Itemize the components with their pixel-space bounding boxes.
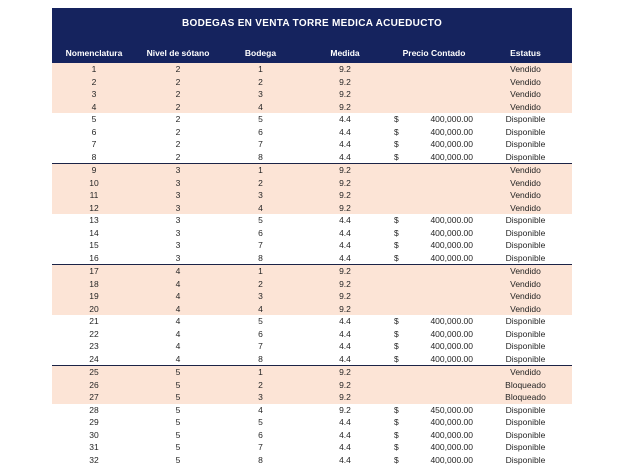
cell-bodega[interactable]: 2 <box>220 278 301 291</box>
cell-nivel-sotano[interactable]: 3 <box>136 177 220 190</box>
cell-bodega[interactable]: 6 <box>258 429 263 440</box>
cell-precio-contado[interactable] <box>389 278 479 291</box>
cell-estatus[interactable]: Disponible <box>505 442 546 452</box>
cell-medida[interactable]: 9.2 <box>301 303 389 316</box>
cell-precio-contado[interactable] <box>389 126 479 139</box>
cell-medida[interactable]: 4.4 <box>339 442 351 452</box>
cell-estatus[interactable]: Vendido <box>479 366 572 379</box>
cell-nivel-sotano[interactable]: 4 <box>136 303 220 316</box>
cell-medida[interactable]: 4.4 <box>339 429 351 440</box>
cell-precio-contado[interactable] <box>389 214 479 227</box>
cell-estatus[interactable]: Vendido <box>479 177 572 190</box>
cell-medida[interactable]: 9.2 <box>301 379 389 392</box>
cell-nomenclatura[interactable]: 30 <box>89 429 99 440</box>
currency-symbol: $ <box>394 114 399 124</box>
cell-nomenclatura[interactable]: 6 <box>91 126 97 137</box>
currency-symbol: $ <box>394 404 399 415</box>
cell-medida[interactable]: 9.2 <box>301 63 389 76</box>
cell-estatus[interactable]: Disponible <box>505 215 546 225</box>
cell-nivel-sotano[interactable]: 5 <box>136 366 220 379</box>
table-row <box>52 278 572 291</box>
cell-bodega[interactable]: 5 <box>258 215 263 225</box>
cell-medida[interactable]: 4.4 <box>339 328 351 339</box>
currency-symbol: $ <box>394 429 399 440</box>
cell-bodega[interactable]: 3 <box>220 88 301 101</box>
cell-medida[interactable]: 4.4 <box>339 454 351 465</box>
table-row <box>52 151 572 164</box>
currency-symbol: $ <box>394 417 399 427</box>
cell-bodega[interactable]: 4 <box>220 303 301 316</box>
price-amount: 400,000.00 <box>430 316 473 326</box>
cell-nivel-sotano[interactable]: 2 <box>175 151 181 162</box>
cell-estatus[interactable]: Disponible <box>505 417 546 427</box>
cell-bodega[interactable]: 2 <box>220 76 301 89</box>
cell-precio-contado[interactable] <box>389 441 479 454</box>
table-row <box>52 138 572 151</box>
cell-estatus[interactable]: Disponible <box>505 139 546 149</box>
cell-bodega[interactable]: 1 <box>220 164 301 177</box>
currency-symbol: $ <box>394 215 399 225</box>
cell-bodega[interactable]: 1 <box>220 63 301 76</box>
cell-precio-contado[interactable] <box>389 164 479 177</box>
cell-bodega[interactable]: 2 <box>220 379 301 392</box>
cell-nivel-sotano[interactable]: 5 <box>136 391 220 404</box>
cell-medida[interactable]: 4.4 <box>339 353 351 364</box>
cell-bodega[interactable]: 4 <box>220 101 301 114</box>
table-row <box>52 239 572 252</box>
cell-bodega[interactable]: 2 <box>220 177 301 190</box>
table-row <box>52 126 572 139</box>
cell-nivel-sotano[interactable]: 3 <box>175 240 181 250</box>
price-amount: 400,000.00 <box>430 252 473 263</box>
price-amount: 400,000.00 <box>430 353 473 364</box>
column-header-medida: Medida <box>330 48 360 58</box>
table-row <box>52 429 572 442</box>
table-row <box>52 340 572 353</box>
cell-medida[interactable]: 9.2 <box>301 101 389 114</box>
cell-medida[interactable]: 4.4 <box>339 126 351 137</box>
table-row <box>52 227 572 240</box>
cell-medida[interactable]: 4.4 <box>339 139 351 149</box>
cell-estatus[interactable]: Disponible <box>505 227 546 238</box>
table-row <box>52 202 572 215</box>
table-row <box>52 441 572 454</box>
cell-nivel-sotano[interactable]: 3 <box>175 252 181 263</box>
table-row <box>52 391 572 404</box>
cell-nivel-sotano[interactable]: 5 <box>175 417 181 427</box>
table-row <box>52 76 572 89</box>
price-amount: 400,000.00 <box>430 417 473 427</box>
cell-precio-contado[interactable] <box>389 189 479 202</box>
cell-estatus[interactable]: Bloqueado <box>479 391 572 404</box>
cell-estatus[interactable]: Bloqueado <box>479 379 572 392</box>
currency-symbol: $ <box>394 252 399 263</box>
cell-precio-contado[interactable] <box>389 379 479 392</box>
cell-precio-contado[interactable] <box>389 265 479 278</box>
cell-nivel-sotano[interactable]: 4 <box>136 290 220 303</box>
table-row <box>52 252 572 265</box>
cell-nivel-sotano[interactable]: 4 <box>175 353 181 364</box>
cell-nomenclatura[interactable]: 9 <box>52 164 136 177</box>
cell-estatus[interactable]: Vendido <box>479 278 572 291</box>
price-amount: 400,000.00 <box>430 139 473 149</box>
cell-nomenclatura[interactable]: 8 <box>91 151 97 162</box>
cell-estatus[interactable]: Disponible <box>505 429 546 440</box>
currency-symbol: $ <box>394 328 399 339</box>
cell-bodega[interactable]: 1 <box>220 366 301 379</box>
cell-estatus[interactable]: Vendido <box>479 265 572 278</box>
table-row <box>52 265 572 278</box>
table-row <box>52 113 572 126</box>
cell-nomenclatura[interactable]: 12 <box>52 202 136 215</box>
cell-nivel-sotano[interactable]: 2 <box>136 63 220 76</box>
cell-medida[interactable]: 9.2 <box>301 76 389 89</box>
cell-estatus[interactable]: Disponible <box>505 454 546 465</box>
cell-nomenclatura[interactable]: 25 <box>52 366 136 379</box>
cell-precio-contado[interactable] <box>389 151 479 164</box>
cell-nomenclatura[interactable]: 20 <box>52 303 136 316</box>
cell-bodega[interactable]: 5 <box>258 114 263 124</box>
cell-nomenclatura[interactable]: 2 <box>52 76 136 89</box>
cell-bodega[interactable]: 7 <box>258 442 263 452</box>
cell-estatus[interactable]: Disponible <box>505 114 546 124</box>
cell-estatus[interactable]: Disponible <box>505 151 546 162</box>
currency-symbol: $ <box>394 126 399 137</box>
cell-nomenclatura[interactable]: 13 <box>89 215 99 225</box>
currency-symbol: $ <box>394 139 399 149</box>
table-row <box>52 214 572 227</box>
cell-nomenclatura[interactable]: 29 <box>89 417 99 427</box>
table-row <box>52 404 572 417</box>
cell-estatus[interactable]: Vendido <box>479 290 572 303</box>
cell-nivel-sotano[interactable]: 3 <box>175 215 181 225</box>
cell-medida[interactable]: 9.2 <box>301 290 389 303</box>
cell-nomenclatura[interactable]: 32 <box>89 454 99 465</box>
cell-estatus[interactable]: Disponible <box>505 316 546 326</box>
cell-nomenclatura[interactable]: 16 <box>89 252 99 263</box>
cell-estatus[interactable]: Disponible <box>505 328 546 339</box>
cell-medida[interactable]: 9.2 <box>301 177 389 190</box>
cell-medida[interactable]: 4.4 <box>339 151 351 162</box>
cell-estatus[interactable]: Vendido <box>479 101 572 114</box>
cell-medida[interactable]: 9.2 <box>301 189 389 202</box>
price-amount: 400,000.00 <box>430 240 473 250</box>
cell-estatus[interactable]: Vendido <box>479 76 572 89</box>
cell-bodega[interactable]: 7 <box>258 240 263 250</box>
cell-medida[interactable]: 4.4 <box>339 316 351 326</box>
cell-precio-contado[interactable] <box>389 239 479 252</box>
table-row <box>52 189 572 202</box>
cell-bodega[interactable]: 1 <box>220 265 301 278</box>
table-row <box>52 290 572 303</box>
table-row <box>52 164 572 177</box>
cell-bodega[interactable]: 3 <box>220 189 301 202</box>
column-header-precio-contado: Precio Contado <box>402 48 466 58</box>
bodegas-spreadsheet <box>52 8 572 466</box>
cell-estatus[interactable]: Disponible <box>505 404 546 415</box>
cell-medida[interactable]: 4.4 <box>339 341 351 351</box>
cell-estatus[interactable]: Disponible <box>505 240 546 250</box>
cell-medida[interactable]: 4.4 <box>339 215 351 225</box>
price-amount: 400,000.00 <box>430 328 473 339</box>
cell-estatus[interactable]: Vendido <box>479 202 572 215</box>
cell-precio-contado[interactable] <box>389 315 479 328</box>
cell-precio-contado[interactable] <box>389 404 479 417</box>
cell-nivel-sotano[interactable]: 5 <box>175 454 181 465</box>
cell-precio-contado[interactable] <box>389 138 479 151</box>
price-amount: 400,000.00 <box>430 454 473 465</box>
currency-symbol: $ <box>394 454 399 465</box>
cell-precio-contado[interactable] <box>389 328 479 341</box>
cell-precio-contado[interactable] <box>389 177 479 190</box>
cell-medida[interactable]: 4.4 <box>339 417 351 427</box>
cell-medida[interactable]: 4.4 <box>339 114 351 124</box>
cell-medida[interactable]: 9.2 <box>301 265 389 278</box>
cell-nomenclatura[interactable]: 17 <box>52 265 136 278</box>
cell-bodega[interactable]: 8 <box>258 151 263 162</box>
cell-medida[interactable]: 9.2 <box>339 404 351 415</box>
cell-nomenclatura[interactable]: 24 <box>89 353 99 364</box>
cell-bodega[interactable]: 3 <box>220 290 301 303</box>
cell-bodega[interactable]: 5 <box>258 417 263 427</box>
cell-nivel-sotano[interactable]: 4 <box>175 316 181 326</box>
cell-medida[interactable]: 9.2 <box>301 278 389 291</box>
price-amount: 400,000.00 <box>430 442 473 452</box>
cell-medida[interactable]: 9.2 <box>301 164 389 177</box>
cell-estatus[interactable]: Disponible <box>505 341 546 351</box>
currency-symbol: $ <box>394 227 399 238</box>
cell-nomenclatura[interactable]: 5 <box>91 114 97 124</box>
cell-nivel-sotano[interactable]: 2 <box>136 76 220 89</box>
cell-nomenclatura[interactable]: 21 <box>89 316 99 326</box>
cell-nivel-sotano[interactable]: 4 <box>175 341 181 351</box>
cell-nivel-sotano[interactable]: 2 <box>136 101 220 114</box>
cell-precio-contado[interactable] <box>389 76 479 89</box>
cell-nivel-sotano[interactable]: 5 <box>175 442 181 452</box>
cell-precio-contado[interactable] <box>389 63 479 76</box>
table-row <box>52 88 572 101</box>
cell-precio-contado[interactable] <box>389 227 479 240</box>
cell-nomenclatura[interactable]: 28 <box>89 404 99 415</box>
cell-nivel-sotano[interactable]: 3 <box>136 164 220 177</box>
currency-symbol: $ <box>394 240 399 250</box>
cell-medida[interactable]: 4.4 <box>339 227 351 238</box>
cell-medida[interactable]: 4.4 <box>339 240 351 250</box>
price-amount: 400,000.00 <box>430 126 473 137</box>
table-row <box>52 416 572 429</box>
cell-nivel-sotano[interactable]: 3 <box>136 202 220 215</box>
cell-precio-contado[interactable] <box>389 416 479 429</box>
price-amount: 400,000.00 <box>430 429 473 440</box>
cell-nivel-sotano[interactable]: 2 <box>175 126 181 137</box>
cell-bodega[interactable]: 6 <box>258 227 263 238</box>
cell-nivel-sotano[interactable]: 2 <box>175 114 181 124</box>
cell-estatus[interactable]: Disponible <box>505 353 546 364</box>
cell-bodega[interactable]: 8 <box>258 353 263 364</box>
price-amount: 400,000.00 <box>430 227 473 238</box>
cell-medida[interactable]: 9.2 <box>301 391 389 404</box>
table-title: BODEGAS EN VENTA TORRE MEDICA ACUEDUCTO <box>181 18 443 29</box>
table-row <box>52 454 572 467</box>
cell-precio-contado[interactable] <box>389 113 479 126</box>
cell-estatus[interactable]: Disponible <box>505 252 546 263</box>
cell-nomenclatura[interactable]: 10 <box>52 177 136 190</box>
cell-bodega[interactable]: 8 <box>258 252 263 263</box>
price-amount: 400,000.00 <box>430 114 473 124</box>
column-header-row <box>52 48 572 63</box>
column-header-estatus: Estatus <box>510 48 541 58</box>
cell-bodega[interactable]: 4 <box>258 404 263 415</box>
cell-bodega[interactable]: 6 <box>258 328 263 339</box>
cell-precio-contado[interactable] <box>389 88 479 101</box>
table-row <box>52 177 572 190</box>
cell-estatus[interactable]: Vendido <box>479 189 572 202</box>
table-row <box>52 101 572 114</box>
table-row <box>52 353 572 366</box>
table-row <box>52 328 572 341</box>
cell-precio-contado[interactable] <box>389 290 479 303</box>
cell-nomenclatura[interactable]: 19 <box>52 290 136 303</box>
cell-medida[interactable]: 9.2 <box>301 88 389 101</box>
currency-symbol: $ <box>394 341 399 351</box>
cell-nivel-sotano[interactable]: 2 <box>175 139 181 149</box>
cell-nomenclatura[interactable]: 18 <box>52 278 136 291</box>
cell-nivel-sotano[interactable]: 2 <box>136 88 220 101</box>
cell-nivel-sotano[interactable]: 4 <box>136 278 220 291</box>
table-header <box>52 8 572 63</box>
cell-medida[interactable]: 4.4 <box>339 252 351 263</box>
price-amount: 400,000.00 <box>430 151 473 162</box>
cell-bodega[interactable]: 4 <box>220 202 301 215</box>
cell-precio-contado[interactable] <box>389 340 479 353</box>
cell-nomenclatura[interactable]: 31 <box>89 442 99 452</box>
cell-medida[interactable]: 9.2 <box>301 202 389 215</box>
table-row <box>52 315 572 328</box>
table-row <box>52 303 572 316</box>
cell-nomenclatura[interactable]: 23 <box>89 341 99 351</box>
cell-nivel-sotano[interactable]: 4 <box>136 265 220 278</box>
currency-symbol: $ <box>394 353 399 364</box>
currency-symbol: $ <box>394 316 399 326</box>
cell-nomenclatura[interactable]: 27 <box>52 391 136 404</box>
cell-precio-contado[interactable] <box>389 366 479 379</box>
cell-bodega[interactable]: 7 <box>258 139 263 149</box>
table-row <box>52 366 572 379</box>
cell-nivel-sotano[interactable]: 5 <box>175 429 181 440</box>
column-header-nivel-sotano: Nivel de sótano <box>146 48 210 58</box>
bodegas-table <box>52 63 572 466</box>
cell-estatus[interactable]: Vendido <box>479 88 572 101</box>
cell-precio-contado[interactable] <box>389 429 479 442</box>
cell-nomenclatura[interactable]: 1 <box>52 63 136 76</box>
price-amount: 400,000.00 <box>430 341 473 351</box>
cell-bodega[interactable]: 8 <box>258 454 263 465</box>
cell-nomenclatura[interactable]: 4 <box>52 101 136 114</box>
cell-estatus[interactable]: Vendido <box>479 164 572 177</box>
cell-nivel-sotano[interactable]: 3 <box>136 189 220 202</box>
cell-nomenclatura[interactable]: 7 <box>91 139 97 149</box>
cell-precio-contado[interactable] <box>389 303 479 316</box>
cell-precio-contado[interactable] <box>389 454 479 467</box>
cell-estatus[interactable]: Vendido <box>479 303 572 316</box>
cell-nomenclatura[interactable]: 3 <box>52 88 136 101</box>
cell-bodega[interactable]: 3 <box>220 391 301 404</box>
cell-medida[interactable]: 9.2 <box>301 366 389 379</box>
cell-bodega[interactable]: 5 <box>258 316 263 326</box>
price-amount: 450,000.00 <box>430 404 473 415</box>
cell-nomenclatura[interactable]: 14 <box>89 227 99 238</box>
cell-nivel-sotano[interactable]: 5 <box>136 379 220 392</box>
cell-nivel-sotano[interactable]: 3 <box>175 227 181 238</box>
currency-symbol: $ <box>394 442 399 452</box>
table-body <box>52 63 572 466</box>
cell-nomenclatura[interactable]: 22 <box>89 328 99 339</box>
cell-estatus[interactable]: Vendido <box>479 63 572 76</box>
cell-precio-contado[interactable] <box>389 391 479 404</box>
price-amount: 400,000.00 <box>430 215 473 225</box>
cell-nivel-sotano[interactable]: 4 <box>175 328 181 339</box>
currency-symbol: $ <box>394 151 399 162</box>
cell-precio-contado[interactable] <box>389 202 479 215</box>
column-header-bodega: Bodega <box>244 48 277 58</box>
cell-bodega[interactable]: 7 <box>258 341 263 351</box>
column-header-nomenclatura: Nomenclatura <box>65 48 123 58</box>
cell-nomenclatura[interactable]: 15 <box>89 240 99 250</box>
cell-precio-contado[interactable] <box>389 101 479 114</box>
cell-nomenclatura[interactable]: 26 <box>52 379 136 392</box>
cell-precio-contado[interactable] <box>389 353 479 366</box>
cell-nivel-sotano[interactable]: 5 <box>175 404 181 415</box>
table-row <box>52 379 572 392</box>
cell-estatus[interactable]: Disponible <box>505 126 546 137</box>
cell-bodega[interactable]: 6 <box>258 126 263 137</box>
cell-precio-contado[interactable] <box>389 252 479 265</box>
table-row <box>52 63 572 76</box>
cell-nomenclatura[interactable]: 11 <box>52 189 136 202</box>
